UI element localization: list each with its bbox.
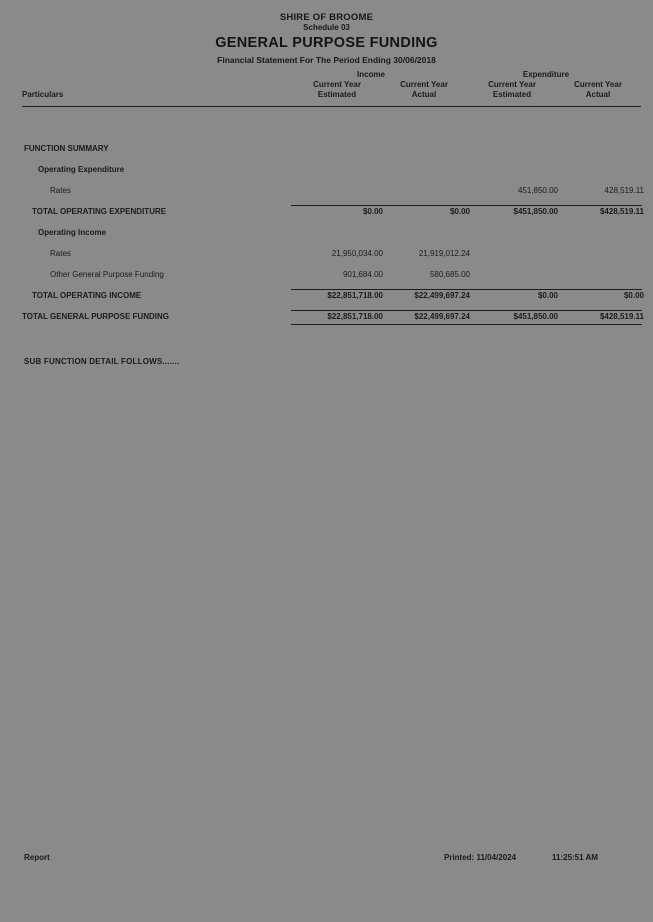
row-label: Operating Income [38,228,107,237]
footer-printed-time: 11:25:51 AM [552,853,598,862]
document-header [0,12,653,66]
document-subtitle: Financial Statement For The Period Ending 30/06/2018 [217,55,436,65]
row-label: Other General Purpose Funding [50,270,164,279]
table-cell: 21,950,034.00 [331,249,383,258]
cell-rule-top [466,289,558,290]
table-cell: 451,850.00 [517,186,558,195]
table-cell: $0.00 [623,291,644,300]
document-title: GENERAL PURPOSE FUNDING [215,35,438,51]
table-cell: $428,519.11 [599,312,644,321]
cell-rule-bottom [378,324,470,325]
column-header-line1: Current Year [313,80,361,89]
footer-report-label: Report [24,853,50,862]
table-cell: 428,519.11 [604,186,644,195]
table-row [0,247,653,268]
cell-rule-top [378,310,470,311]
table-row [0,289,653,310]
row-label: TOTAL OPERATING INCOME [32,291,142,300]
cell-rule-bottom [291,324,383,325]
row-label: Operating Expenditure [38,165,125,174]
column-header-income-estimated [291,80,383,100]
column-header-line2: Actual [411,90,437,99]
column-header-line1: Current Year [574,80,622,89]
header-divider [22,106,641,107]
cell-rule-top [466,205,558,206]
cell-rule-bottom [552,324,642,325]
table-cell: $428,519.11 [599,207,644,216]
table-cell: $451,850.00 [513,207,558,216]
row-label: TOTAL OPERATING EXPENDITURE [32,207,167,216]
column-header-line2: Actual [585,90,611,99]
table-cell: $0.00 [449,207,470,216]
table-row [0,310,653,331]
table-cell: 901,684.00 [342,270,383,279]
column-header-line2: Estimated [317,90,357,99]
table-cell: $451,850.00 [513,312,558,321]
table-cell: $0.00 [537,291,558,300]
cell-rule-top [552,205,642,206]
cell-rule-bottom [466,324,558,325]
cell-rule-top [291,310,383,311]
footer-printed-date: Printed: 11/04/2024 [444,853,517,862]
organisation-name: SHIRE OF BROOME [279,12,374,23]
table-row [0,268,653,289]
table-cell: $22,851,718.00 [327,312,383,321]
table-cell: $0.00 [362,207,383,216]
table-row [0,142,653,163]
financial-table-body [0,142,653,331]
column-header-line2: Estimated [492,90,532,99]
table-row [0,184,653,205]
column-group-expenditure: Expenditure [522,70,570,79]
cell-rule-top [552,310,642,311]
schedule-number: Schedule 03 [303,23,350,32]
row-label: TOTAL GENERAL PURPOSE FUNDING [22,312,169,321]
column-group-headings [0,70,653,104]
table-cell: $22,499,697.24 [414,312,470,321]
cell-rule-top [378,289,470,290]
cell-rule-top [552,289,642,290]
cell-rule-top [378,205,470,206]
column-header-expenditure-actual [552,80,644,100]
table-row [0,226,653,247]
table-row [0,163,653,184]
cell-rule-top [466,310,558,311]
cell-rule-top [291,205,383,206]
table-row [0,205,653,226]
column-header-expenditure-estimated [466,80,558,100]
row-label: FUNCTION SUMMARY [24,144,109,153]
document-footer [0,853,653,867]
column-header-line1: Current Year [400,80,448,89]
subfunction-note: SUB FUNCTION DETAIL FOLLOWS....... [24,357,180,366]
table-cell: $22,851,718.00 [327,291,383,300]
table-cell: $22,499,697.24 [414,291,470,300]
table-cell: 580,685.00 [429,270,470,279]
column-header-income-actual [378,80,470,100]
table-cell: 21,919,012.24 [418,249,470,258]
cell-rule-top [291,289,383,290]
particulars-column-header: Particulars [22,90,64,99]
row-label: Rates [50,186,71,195]
column-header-line1: Current Year [488,80,536,89]
column-group-income: Income [356,70,385,79]
row-label: Rates [50,249,71,258]
